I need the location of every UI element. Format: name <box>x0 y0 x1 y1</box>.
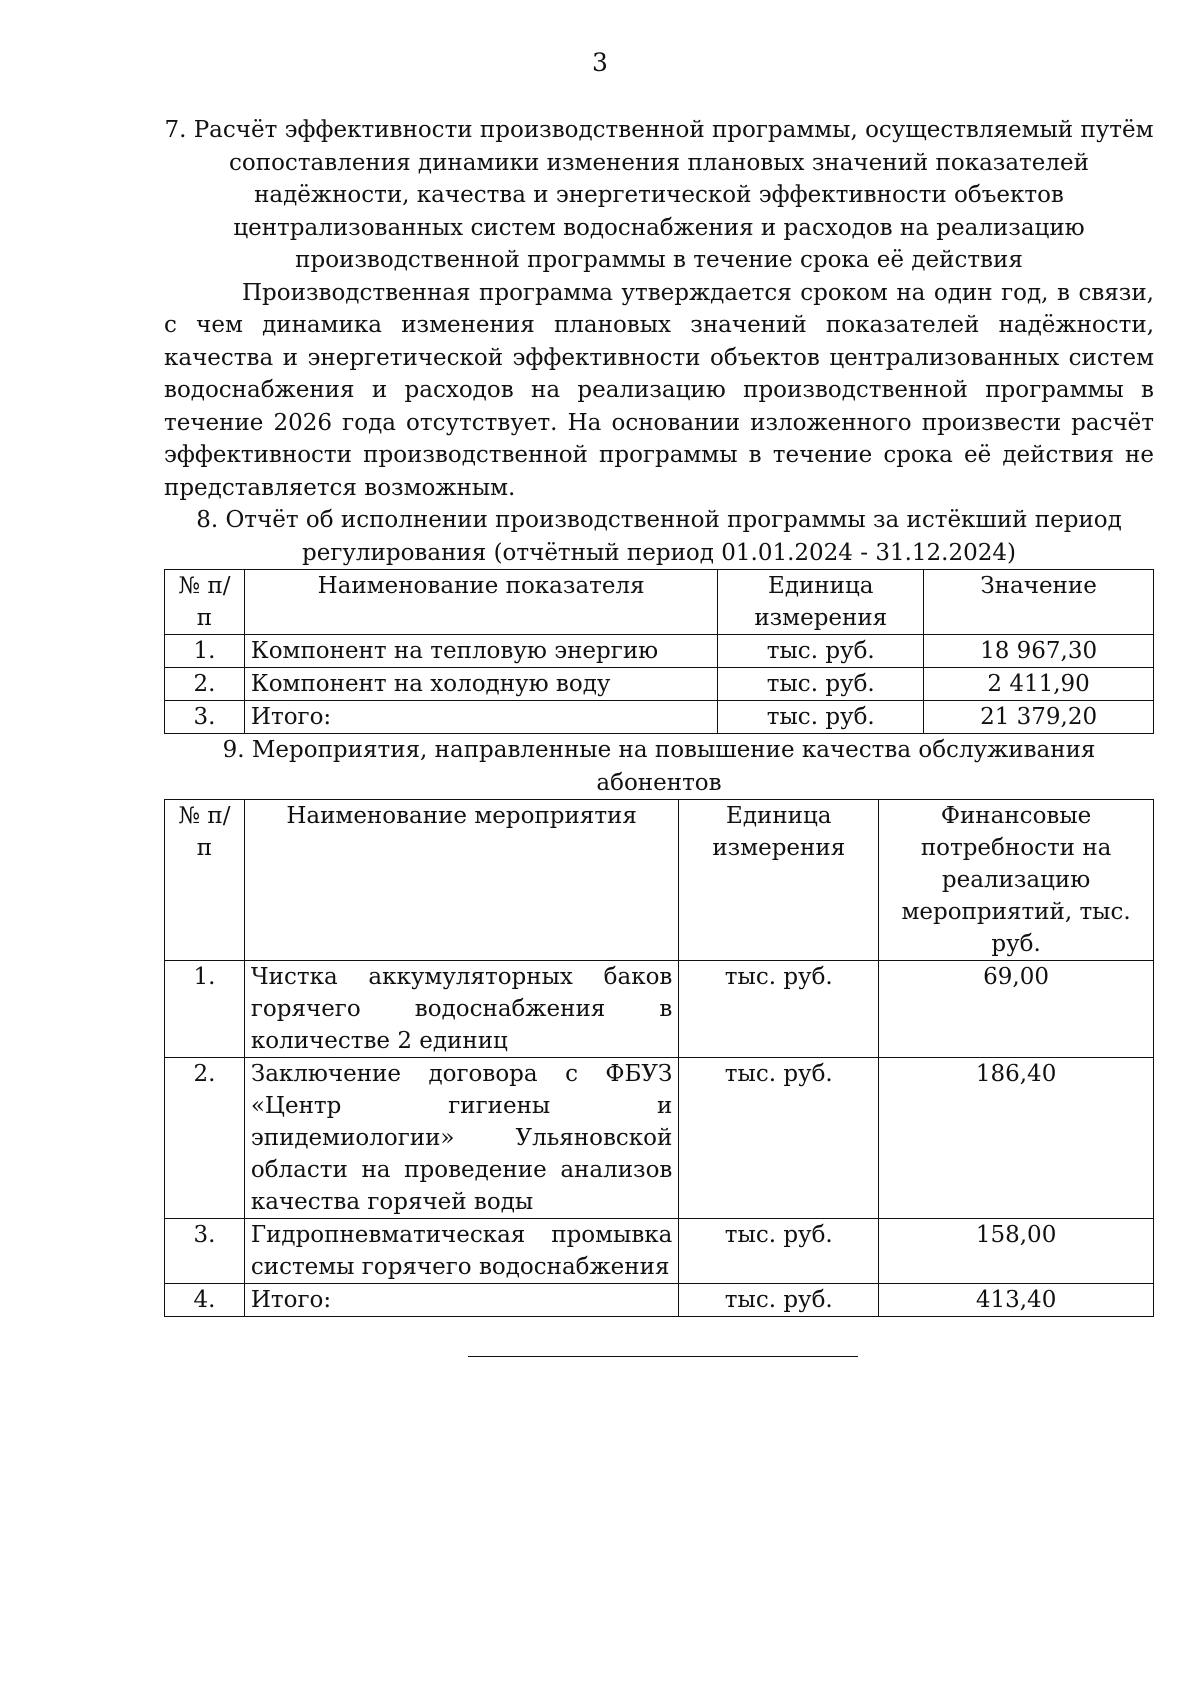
row-unit: тыс. руб. <box>718 668 924 701</box>
section9-title-line: 9. Мероприятия, направленные на повышение качества обслуживания <box>222 737 1096 763</box>
row-num: 2. <box>165 668 245 701</box>
row-num: 2. <box>165 1058 245 1219</box>
row-unit: тыс. руб. <box>679 1219 879 1284</box>
row-name: Гидропневматическая промывка системы горячего водоснабжения <box>244 1219 679 1284</box>
row-name: Заключение договора с ФБУЗ «Центр гигиены и эпидемиологии» Ульяновской области на проведение анализов качества горячей воды <box>244 1058 679 1219</box>
section7-paragraph: Производственная программа утверждается сроком на один год, в связи, с чем динамика изменения плановых значений показателей надёжности, качества и энергетической эффективности объектов централизованных систем водоснабжения и расходов на реализацию производственной программы в течение 2026 года отсутствует. На основании изложенного произвести расчёт эффективности производственной программы в течение срока её действия не представляется возможным. <box>164 279 1154 501</box>
report-table <box>164 569 1154 734</box>
row-num: 3. <box>165 701 245 734</box>
header-unit: Единица измерения <box>679 800 879 961</box>
row-num: 1. <box>165 961 245 1058</box>
section9-title <box>164 734 1154 799</box>
section7-heading-line: централизованных систем водоснабжения и расходов на реализацию <box>233 214 1085 241</box>
header-unit: Единица измерения <box>718 570 924 635</box>
row-value: 2 411,90 <box>924 668 1154 701</box>
row-value: 413,40 <box>879 1284 1154 1317</box>
row-num: 1. <box>165 635 245 668</box>
section8-title <box>164 504 1154 569</box>
row-unit: тыс. руб. <box>679 1284 879 1317</box>
row-num: 4. <box>165 1284 245 1317</box>
table-row <box>165 635 1154 668</box>
header-value: Значение <box>924 570 1154 635</box>
measures-table-header <box>165 800 1154 961</box>
report-table-header <box>165 570 1154 635</box>
section8-title-line: 8. Отчёт об исполнении производственной программы за истёкший период <box>196 507 1122 533</box>
header-indicator-name: Наименование показателя <box>244 570 717 635</box>
section7-heading-line: 7. Расчёт эффективности производственной программы, осуществляемый путём <box>164 117 1154 143</box>
row-unit: тыс. руб. <box>718 701 924 734</box>
table-row <box>165 1219 1154 1284</box>
row-value: 69,00 <box>879 961 1154 1058</box>
row-unit: тыс. руб. <box>679 1058 879 1219</box>
measures-table <box>164 799 1154 1317</box>
table-row <box>165 961 1154 1058</box>
row-name: Итого: <box>244 1284 679 1317</box>
end-divider <box>468 1356 858 1357</box>
row-value: 21 379,20 <box>924 701 1154 734</box>
row-value: 186,40 <box>879 1058 1154 1219</box>
row-name: Компонент на тепловую энергию <box>244 635 717 668</box>
document-body <box>164 114 1154 1317</box>
table-row <box>165 1058 1154 1219</box>
header-num: № п/п <box>165 570 245 635</box>
row-value: 18 967,30 <box>924 635 1154 668</box>
header-finance: Финансовые потребности на реализацию мероприятий, тыс. руб. <box>879 800 1154 961</box>
section7-heading-line: надёжности, качества и энергетической эффективности объектов <box>254 182 1064 208</box>
row-name: Чистка аккумуляторных баков горячего водоснабжения в количестве 2 единиц <box>244 961 679 1058</box>
header-num: № п/п <box>165 800 245 961</box>
section7-heading-line: сопоставления динамики изменения плановых значений показателей <box>229 149 1089 176</box>
section7-heading <box>164 114 1154 277</box>
row-value: 158,00 <box>879 1219 1154 1284</box>
page-number: 3 <box>592 48 608 77</box>
row-name: Итого: <box>244 701 717 734</box>
section7-heading-line: производственной программы в течение срока её действия <box>295 247 1023 273</box>
header-measure-name: Наименование мероприятия <box>244 800 679 961</box>
row-unit: тыс. руб. <box>718 635 924 668</box>
section8-title-line: регулирования (отчётный период 01.01.2024 - 31.12.2024) <box>302 539 1016 566</box>
row-name: Компонент на холодную воду <box>244 668 717 701</box>
table-row <box>165 701 1154 734</box>
row-unit: тыс. руб. <box>679 961 879 1058</box>
section9-title-line: абонентов <box>596 769 722 796</box>
table-row <box>165 1284 1154 1317</box>
row-num: 3. <box>165 1219 245 1284</box>
table-row <box>165 668 1154 701</box>
